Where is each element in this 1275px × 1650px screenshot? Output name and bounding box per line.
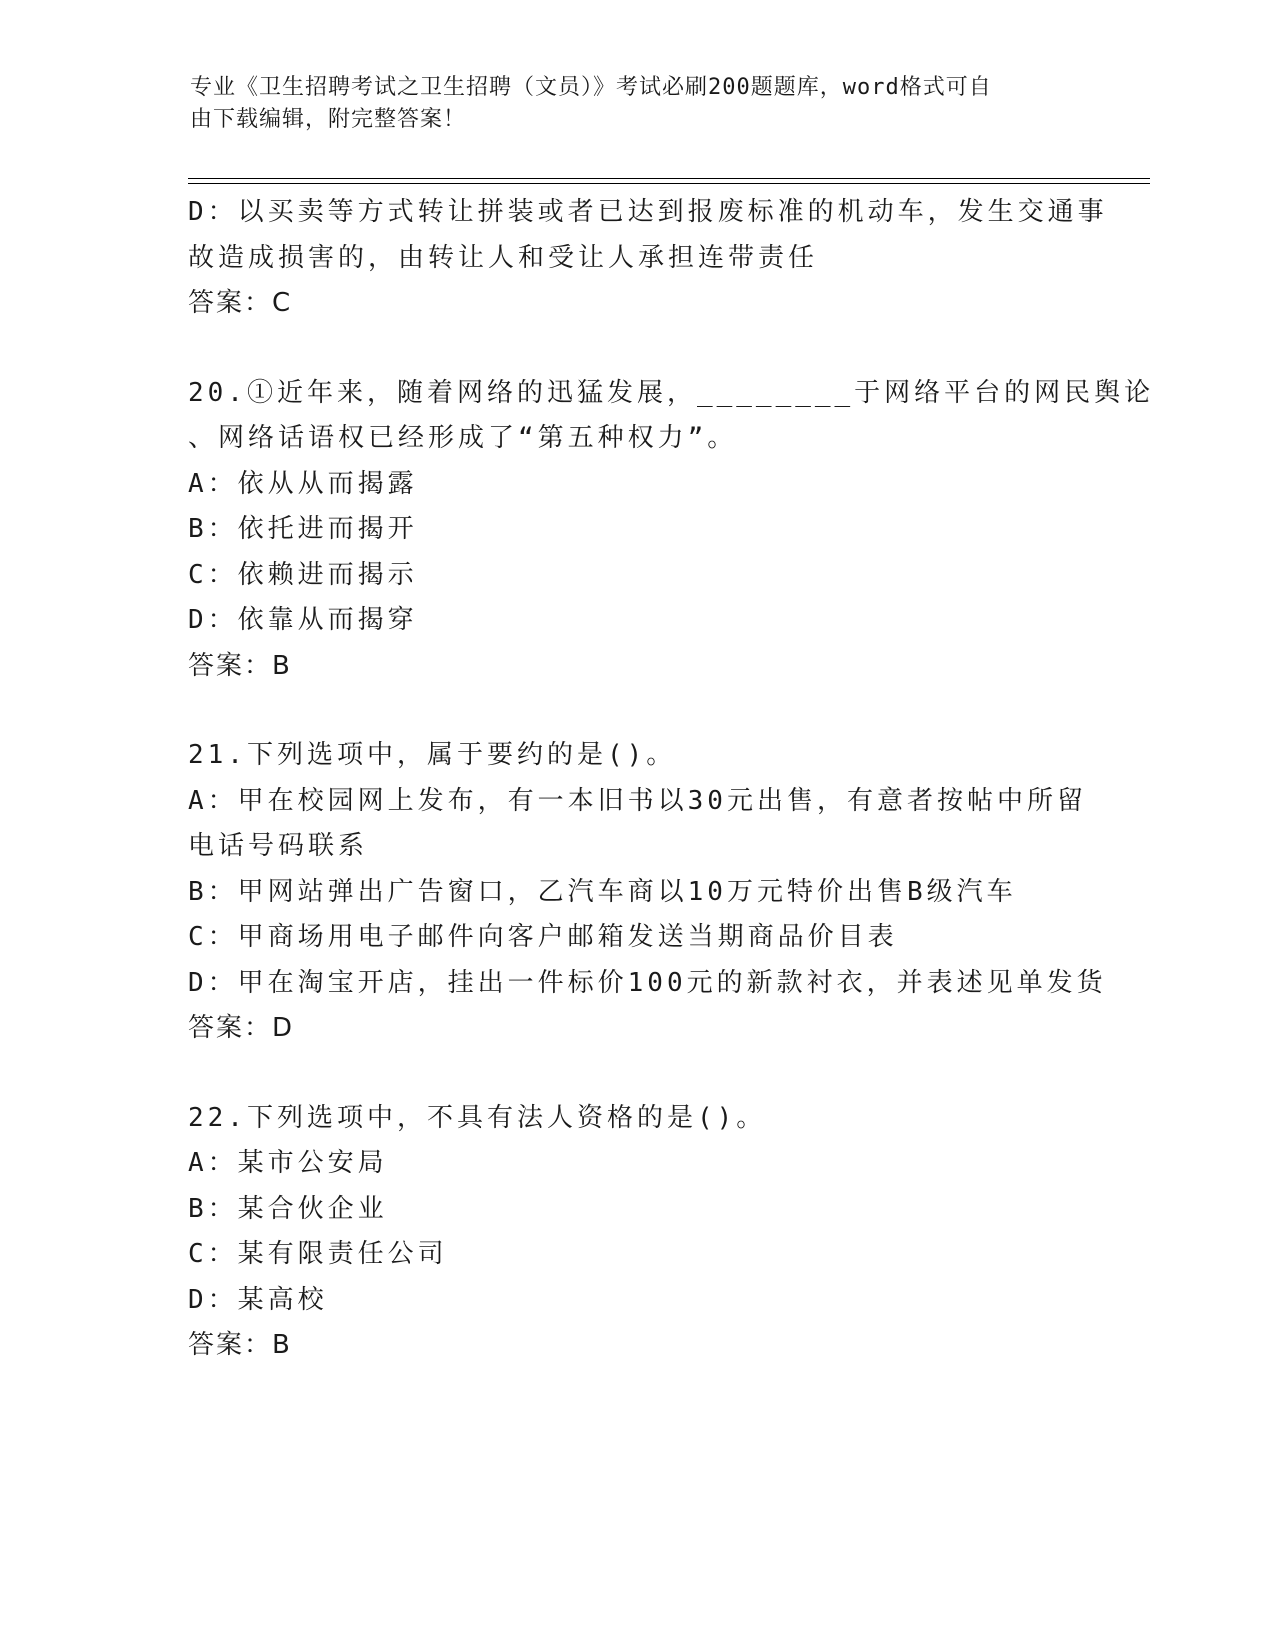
header-rule-thin [188, 183, 1150, 184]
header-line-1: 专业《卫生招聘考试之卫生招聘（文员）》考试必刷200题题库，word格式可自 [190, 75, 992, 100]
option-c: C：某有限责任公司 [188, 1239, 448, 1269]
answer-line: 答案：D [188, 1013, 295, 1043]
answer-line: 答案：C [188, 288, 293, 318]
header-rule-thick [188, 178, 1150, 179]
option-b: B：某合伙企业 [188, 1193, 388, 1224]
option-a: A：某市公安局 [188, 1148, 388, 1178]
option-d-continued: 故造成损害的，由转让人和受让人承担连带责任 [188, 242, 819, 273]
option-d: D：以买卖等方式转让拼装或者已达到报废标准的机动车，发生交通事 [188, 197, 1108, 227]
option-d: D：某高校 [188, 1284, 328, 1315]
option-a: A：依从从而揭露 [188, 468, 418, 499]
option-d: D：甲在淘宝开店，挂出一件标价100元的新款衬衣，并表述见单发货 [188, 967, 1107, 998]
question-21 [188, 733, 1107, 1052]
document-header [190, 72, 1090, 136]
question-20 [188, 371, 1155, 690]
answer-line: 答案：B [188, 1330, 292, 1360]
option-a-continued: 电话号码联系 [188, 831, 369, 861]
document-body [188, 190, 1155, 1369]
spacer [188, 1052, 1088, 1096]
option-a: A：甲在校园网上发布，有一本旧书以30元出售，有意者按帖中所留 [188, 785, 1087, 816]
question-22 [188, 1096, 1088, 1369]
answer-line: 答案：B [188, 650, 292, 681]
question-stem: 20.①近年来，随着网络的迅猛发展，________于网络平台的网民舆论 [188, 377, 1155, 408]
option-b: B：依托进而揭开 [188, 514, 418, 544]
question-stem: 21.下列选项中，属于要约的是()。 [188, 740, 677, 770]
option-c: C：甲商场用电子邮件向客户邮箱发送当期商品价目表 [188, 922, 898, 952]
spacer [188, 327, 1088, 371]
question-19-tail [188, 190, 1108, 327]
option-d: D：依靠从而揭穿 [188, 605, 418, 635]
option-c: C：依赖进而揭示 [188, 559, 418, 590]
option-b: B：甲网站弹出广告窗口，乙汽车商以10万元特价出售B级汽车 [188, 876, 1017, 907]
header-line-2: 由下载编辑，附完整答案！ [190, 107, 467, 132]
question-stem-continued: 、网络话语权已经形成了“第五种权力”。 [188, 423, 738, 453]
spacer [188, 689, 1088, 733]
question-stem: 22.下列选项中，不具有法人资格的是()。 [188, 1102, 767, 1133]
